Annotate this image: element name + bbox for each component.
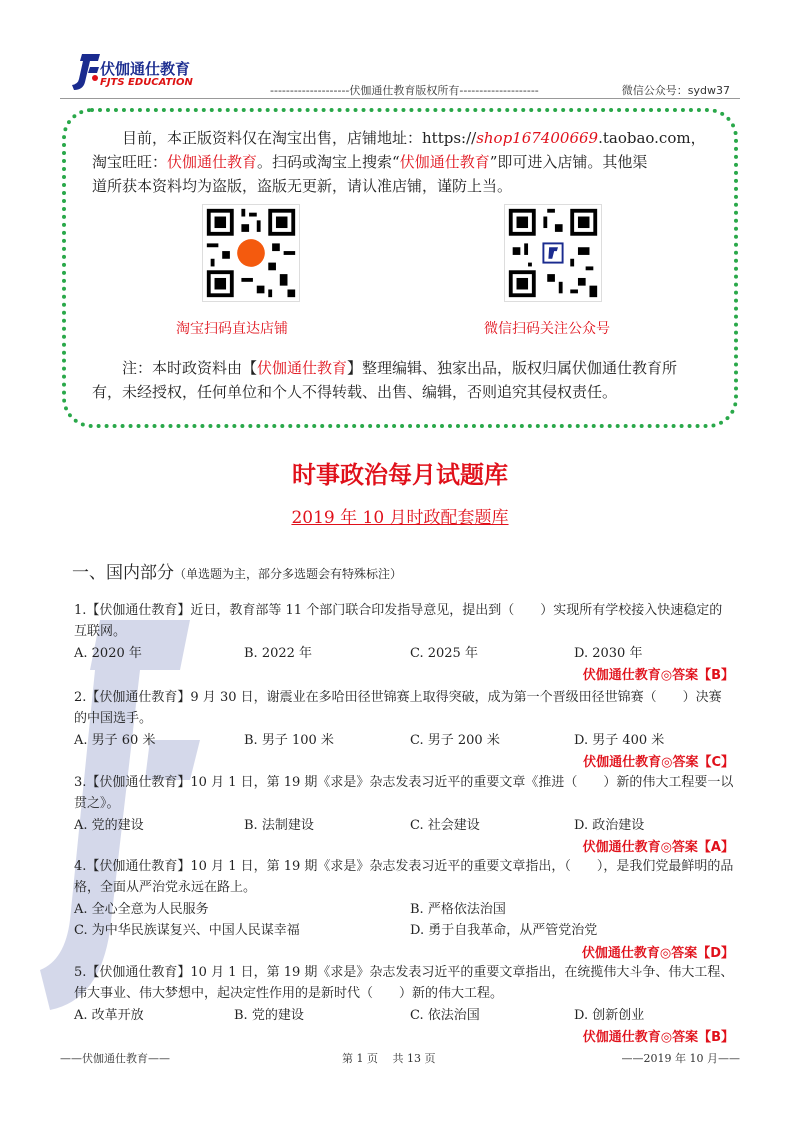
question-text: 3.【伏伽通仕教育】10 月 1 日，第 19 期《求是》杂志发表习近平的重要文章《推进（ ）新的伟大工程要一以贯之》。 — [74, 775, 734, 811]
page-footer — [60, 1050, 740, 1068]
option-c: C. 2025 年 — [410, 646, 478, 661]
option-b: B. 党的建设 — [234, 1008, 304, 1023]
question-text: 1.【伏伽通仕教育】近日，教育部等 11 个部门联合印发指导意见，提出到（ ）实现所有学校接入快速稳定的互联网。 — [74, 603, 723, 639]
brand-logo — [70, 52, 210, 96]
option-b: B. 严格依法治国 — [410, 902, 506, 917]
question-2 — [74, 687, 734, 773]
answer-label: 伏伽通仕教育◎答案【D】 — [581, 946, 734, 961]
notice-copyright-line-2: 有，未经授权，任何单位和个人不得转载、出售、编辑，否则追究其侵权责任。 — [92, 383, 618, 401]
option-b: B. 法制建设 — [244, 818, 314, 833]
question-text: 4.【伏伽通仕教育】10 月 1 日，第 19 期《求是》杂志发表习近平的重要文章指出，（ ），是我们党最鲜明的品格，全面从严治党永远在路上。 — [74, 859, 734, 895]
notice-copyright-line-1: 注：本时政资料由【伏伽通仕教育】整理编辑、独家出品，版权归属伏伽通仕教育所 — [122, 359, 678, 377]
answer-label: 伏伽通仕教育◎答案【A】 — [582, 840, 734, 855]
option-d: D. 创新创业 — [574, 1008, 645, 1023]
notice-line-2: 淘宝旺旺：伏伽通仕教育。扫码或淘宝上搜索“伏伽通仕教育”即可进入店铺。其他渠 — [92, 153, 648, 171]
section-heading: 一、国内部分（单选题为主，部分多选题会有特殊标注） — [72, 563, 403, 583]
logo-english-text: FJTS EDUCATION — [100, 77, 193, 88]
question-text: 2.【伏伽通仕教育】9 月 30 日，谢震业在多哈田径世锦赛上取得突破，成为第一个晋级田径世锦赛（ ）决赛的中国选手。 — [74, 690, 722, 726]
notice-line-1: 目前，本正版资料仅在淘宝出售，店铺地址：https://shop167400669.taobao.com， — [122, 129, 706, 147]
option-b: B. 2022 年 — [244, 646, 313, 661]
logo-chinese-text: 伏伽通仕教育 — [100, 60, 191, 78]
taobao-qr-code-icon[interactable] — [202, 204, 300, 302]
wechat-qr-code-icon[interactable] — [504, 204, 602, 302]
option-a: A. 改革开放 — [74, 1008, 144, 1023]
question-1 — [74, 600, 734, 686]
option-d: D. 男子 400 米 — [574, 733, 665, 748]
option-a: A. 2020 年 — [74, 646, 142, 661]
question-text: 5.【伏伽通仕教育】10 月 1 日，第 19 期《求是》杂志发表习近平的重要文章指出，在统揽伟大斗争、伟大工程、伟大事业、伟大梦想中，起决定性作用的是新时代（ ）新的伟大工程。 — [74, 965, 734, 1001]
page-number: 第 1 页 共 13 页 — [342, 1052, 436, 1065]
footer-right: ——2019 年 10 月—— — [621, 1052, 740, 1065]
option-c: C. 男子 200 米 — [410, 733, 500, 748]
option-c: C. 依法治国 — [410, 1008, 480, 1023]
question-5 — [74, 962, 734, 1048]
option-a: A. 党的建设 — [74, 818, 144, 833]
question-options — [74, 900, 734, 942]
question-options — [74, 816, 734, 836]
option-d: D. 2030 年 — [574, 646, 643, 661]
footer-left: ——伏伽通仕教育—— — [60, 1052, 170, 1065]
question-options — [74, 731, 734, 751]
option-b: B. 男子 100 米 — [244, 733, 334, 748]
question-3 — [74, 772, 734, 858]
option-a: A. 男子 60 米 — [74, 733, 156, 748]
jf-logo-icon — [70, 52, 102, 92]
option-c: C. 社会建设 — [410, 818, 480, 833]
answer-label: 伏伽通仕教育◎答案【B】 — [582, 668, 734, 683]
notice-box — [62, 108, 738, 428]
question-4 — [74, 856, 734, 964]
header-copyright: --------------------伏伽通仕教育版权所有-------------------- — [270, 84, 539, 97]
header-wechat-id: 微信公众号：sydw37 — [621, 84, 730, 97]
page-title: 时事政治每月试题库 — [292, 461, 508, 489]
option-a: A. 全心全意为人民服务 — [74, 902, 209, 917]
page-subtitle: 2019 年 10 月时政配套题库 — [291, 508, 509, 528]
taobao-qr-label: 淘宝扫码直达店铺 — [176, 321, 288, 337]
option-d: D. 勇于自我革命，从严管党治党 — [410, 923, 598, 938]
page-header — [60, 52, 740, 99]
option-d: D. 政治建设 — [574, 818, 645, 833]
wechat-qr-label: 微信扫码关注公众号 — [484, 321, 610, 337]
notice-line-3: 道所获本资料均为盗版，盗版无更新，请认准店铺，谨防上当。 — [92, 177, 513, 195]
question-options — [74, 644, 734, 664]
answer-label: 伏伽通仕教育◎答案【C】 — [583, 755, 734, 770]
answer-label: 伏伽通仕教育◎答案【B】 — [582, 1030, 734, 1045]
shop-link[interactable]: shop167400669 — [476, 129, 599, 147]
option-c: C. 为中华民族谋复兴、中国人民谋幸福 — [74, 923, 300, 938]
question-options — [74, 1006, 734, 1026]
